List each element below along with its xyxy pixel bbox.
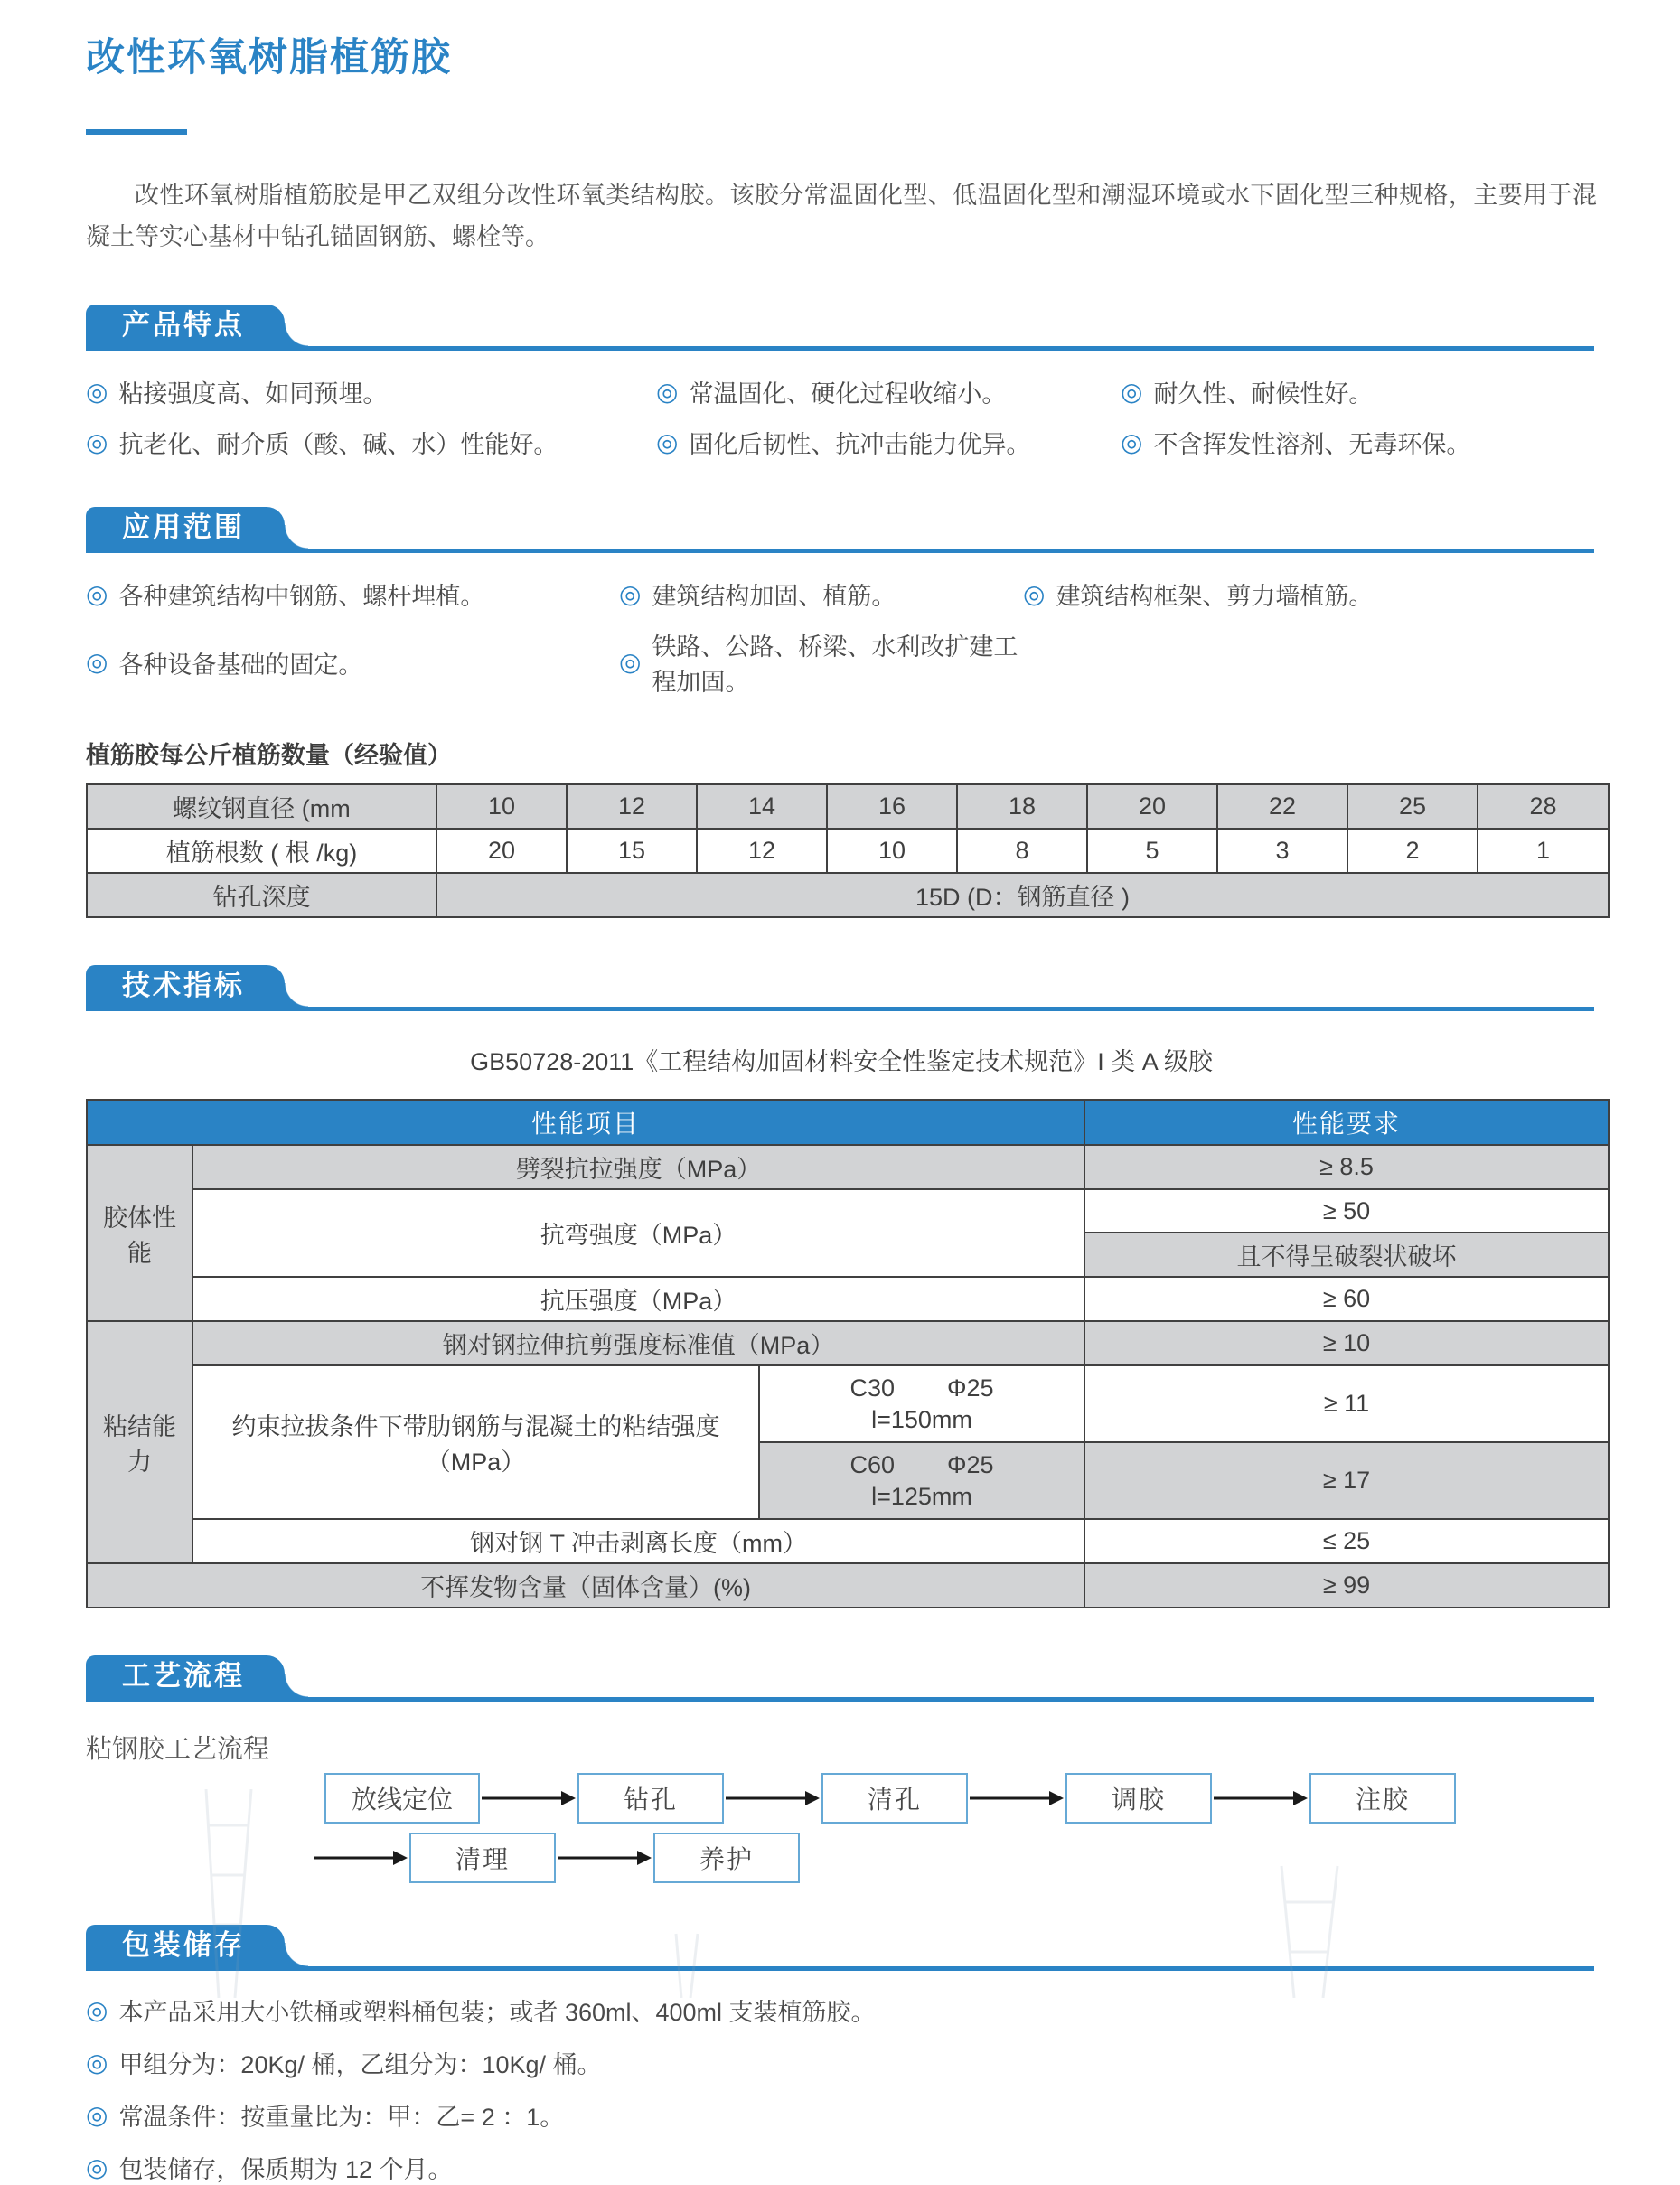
requirement-cell: ≥ 10 [1084, 1321, 1609, 1365]
requirement-cell: ≥ 8.5 [1084, 1145, 1609, 1189]
table-row [87, 1519, 1609, 1563]
cell: 20 [1087, 784, 1217, 829]
requirement-cell: ≥ 60 [1084, 1277, 1609, 1321]
requirement-cell: 且不得呈破裂状破坏 [1084, 1233, 1609, 1277]
page-title: 改性环氧树脂植筋胶 [86, 36, 452, 80]
bullseye-bullet-icon: ◎ [86, 2152, 108, 2181]
section-badge-features: 产品特点 [86, 305, 285, 346]
property-line2: （MPa） [426, 1449, 526, 1476]
feature-text: 常温固化、硬化过程收缩小。 [689, 380, 1007, 408]
dosage-table [86, 783, 1610, 918]
requirement-cell: ≥ 99 [1084, 1563, 1609, 1608]
concrete-grade: C60 [849, 1450, 895, 1478]
standard-reference: GB50728-2011《工程结构加固材料安全性鉴定技术规范》I 类 A 级胶 [470, 1048, 1213, 1075]
table-header-row [87, 1100, 1609, 1145]
application-text: 各种建筑结构中钢筋、螺杆埋植。 [118, 583, 485, 610]
bullseye-bullet-icon: ◎ [86, 377, 108, 406]
application-text: 建筑结构加固、植筋。 [652, 583, 896, 610]
list-item [619, 577, 1023, 612]
list-item [86, 2097, 1594, 2133]
table-row [87, 1189, 1609, 1233]
group-cell: 胶体性能 [87, 1145, 192, 1321]
cell: 15D (D：钢筋直径 ) [436, 873, 1609, 917]
column-header-item: 性能项目 [87, 1100, 1084, 1145]
packaging-text: 常温条件：按重量比为：甲：乙= 2 ：1。 [118, 2104, 565, 2131]
bullseye-bullet-icon: ◎ [619, 579, 642, 608]
feature-text: 不含挥发性溶剂、无毒环保。 [1153, 431, 1471, 458]
table-row [87, 1145, 1609, 1189]
list-item [86, 2045, 1594, 2080]
bar-diameter: Φ25 [946, 1450, 994, 1478]
row-header: 植筋根数 ( 根 /kg) [87, 829, 436, 873]
arrow-right-icon [970, 1791, 1064, 1805]
bullseye-bullet-icon: ◎ [86, 427, 108, 456]
cell: 18 [957, 784, 1087, 829]
process-subtitle: 粘钢胶工艺流程 [86, 1735, 270, 1764]
flow-row-1 [324, 1773, 1456, 1824]
applications-list [86, 577, 1594, 698]
application-text: 建筑结构框架、剪力墙植筋。 [1056, 583, 1374, 610]
flow-step: 清孔 [821, 1773, 968, 1824]
list-item [1121, 425, 1594, 460]
flow-step: 清理 [409, 1833, 556, 1883]
list-item [86, 374, 656, 409]
row-header: 螺纹钢直径 (mm [87, 784, 436, 829]
cell: 22 [1217, 784, 1347, 829]
bullseye-bullet-icon: ◎ [86, 2048, 108, 2077]
property-cell: 钢对钢 T 冲击剥离长度（mm） [192, 1519, 1084, 1563]
property-cell [192, 1365, 759, 1519]
section-head-applications [86, 507, 1594, 553]
arrow-right-icon [726, 1791, 820, 1805]
bullseye-bullet-icon: ◎ [1121, 427, 1143, 456]
section-head-packaging [86, 1925, 1594, 1971]
bullseye-bullet-icon: ◎ [86, 648, 108, 676]
flow-row-2 [312, 1833, 800, 1883]
application-text: 各种设备基础的固定。 [118, 651, 363, 679]
bullseye-bullet-icon: ◎ [86, 579, 108, 608]
features-list [86, 374, 1594, 460]
cell: 10 [827, 829, 957, 873]
property-cell: 劈裂抗拉强度（MPa） [192, 1145, 1084, 1189]
list-item [86, 577, 619, 612]
table-row [87, 1365, 1609, 1442]
list-item [656, 374, 1121, 409]
table-row [87, 829, 1609, 873]
flow-step: 调胶 [1065, 1773, 1212, 1824]
bullseye-bullet-icon: ◎ [86, 1995, 108, 2024]
requirement-cell: ≥ 17 [1084, 1442, 1609, 1519]
bullseye-bullet-icon: ◎ [1121, 377, 1143, 406]
list-item [1121, 374, 1594, 409]
bullseye-bullet-icon: ◎ [1023, 579, 1046, 608]
list-item [86, 2150, 1594, 2185]
requirement-cell: ≤ 25 [1084, 1519, 1609, 1563]
arrow-right-icon [558, 1851, 652, 1865]
condition-line1 [767, 1374, 1076, 1402]
dosage-table-caption: 植筋胶每公斤植筋数量（经验值） [86, 742, 452, 769]
list-item [86, 627, 619, 698]
section-badge-packaging: 包装储存 [86, 1925, 285, 1966]
cell: 20 [436, 829, 567, 873]
property-cell: 不挥发物含量（固体含量）(%) [87, 1563, 1084, 1608]
property-cell: 抗压强度（MPa） [192, 1277, 1084, 1321]
condition-line1 [767, 1451, 1076, 1479]
requirement-cell: ≥ 11 [1084, 1365, 1609, 1442]
cell: 15 [567, 829, 697, 873]
bullseye-bullet-icon: ◎ [656, 377, 679, 406]
section-head-features [86, 305, 1594, 351]
embed-length: l=150mm [871, 1405, 972, 1433]
cell: 1 [1478, 829, 1609, 873]
property-cell: 钢对钢拉伸抗剪强度标准值（MPa） [192, 1321, 1084, 1365]
packaging-list [86, 1993, 1594, 2185]
cell: 12 [567, 784, 697, 829]
cell: 14 [697, 784, 827, 829]
packaging-text: 甲组分为：20Kg/ 桶，乙组分为：10Kg/ 桶。 [118, 2051, 602, 2078]
cell: 28 [1478, 784, 1609, 829]
feature-text: 抗老化、耐介质（酸、碱、水）性能好。 [118, 431, 558, 458]
feature-text: 耐久性、耐候性好。 [1153, 380, 1374, 408]
bullseye-bullet-icon: ◎ [86, 2100, 108, 2129]
cell: 2 [1347, 829, 1478, 873]
section-badge-applications: 应用范围 [86, 507, 285, 549]
concrete-grade: C30 [849, 1374, 895, 1402]
cell: 5 [1087, 829, 1217, 873]
application-text: 铁路、公路、桥梁、水利改扩建工程加固。 [652, 633, 1018, 696]
embed-length: l=125mm [871, 1482, 972, 1510]
list-item [86, 425, 656, 460]
flow-step: 放线定位 [324, 1773, 480, 1824]
cell: 25 [1347, 784, 1478, 829]
cell: 16 [827, 784, 957, 829]
arrow-right-icon [482, 1791, 576, 1805]
arrow-right-icon [314, 1851, 408, 1865]
list-item [656, 425, 1121, 460]
feature-text: 固化后韧性、抗冲击能力优异。 [689, 431, 1031, 458]
cell: 12 [697, 829, 827, 873]
tech-spec-table [86, 1099, 1610, 1608]
bullseye-bullet-icon: ◎ [656, 427, 679, 456]
table-row [87, 1563, 1609, 1608]
requirement-cell: ≥ 50 [1084, 1189, 1609, 1233]
table-row [87, 873, 1609, 917]
flow-step: 养护 [653, 1833, 800, 1883]
intro-paragraph: 改性环氧树脂植筋胶是甲乙双组分改性环氧类结构胶。该胶分常温固化型、低温固化型和潮湿环境或水下固化型三种规格，主要用于混凝土等实心基材中钻孔锚固钢筋、螺栓等。 [86, 182, 1597, 250]
packaging-text: 包装储存，保质期为 12 个月。 [118, 2156, 453, 2183]
property-cell: 抗弯强度（MPa） [192, 1189, 1084, 1277]
flow-step: 钻孔 [577, 1773, 724, 1824]
arrow-right-icon [1214, 1791, 1308, 1805]
group-cell: 粘结能力 [87, 1321, 192, 1563]
section-badge-tech: 技术指标 [86, 965, 285, 1007]
feature-text: 粘接强度高、如同预埋。 [118, 380, 388, 408]
process-flowchart [86, 1771, 1594, 1889]
table-row [87, 1277, 1609, 1321]
condition-cell [759, 1365, 1084, 1442]
section-badge-process: 工艺流程 [86, 1655, 285, 1697]
column-header-req: 性能要求 [1084, 1100, 1609, 1145]
title-underline [86, 129, 187, 135]
section-head-tech [86, 965, 1594, 1011]
table-row [87, 1321, 1609, 1365]
bar-diameter: Φ25 [946, 1374, 994, 1402]
flow-step: 注胶 [1309, 1773, 1456, 1824]
cell: 10 [436, 784, 567, 829]
list-item [619, 627, 1023, 698]
condition-cell [759, 1442, 1084, 1519]
section-head-process [86, 1655, 1594, 1702]
row-header: 钻孔深度 [87, 873, 436, 917]
property-line1: 约束拉拔条件下带肋钢筋与混凝土的粘结强度 [231, 1413, 720, 1440]
bullseye-bullet-icon: ◎ [619, 648, 642, 676]
list-item [1023, 577, 1594, 612]
cell: 3 [1217, 829, 1347, 873]
packaging-text: 本产品采用大小铁桶或塑料桶包装；或者 360ml、400ml 支装植筋胶。 [118, 1999, 876, 2026]
cell: 8 [957, 829, 1087, 873]
table-row [87, 784, 1609, 829]
